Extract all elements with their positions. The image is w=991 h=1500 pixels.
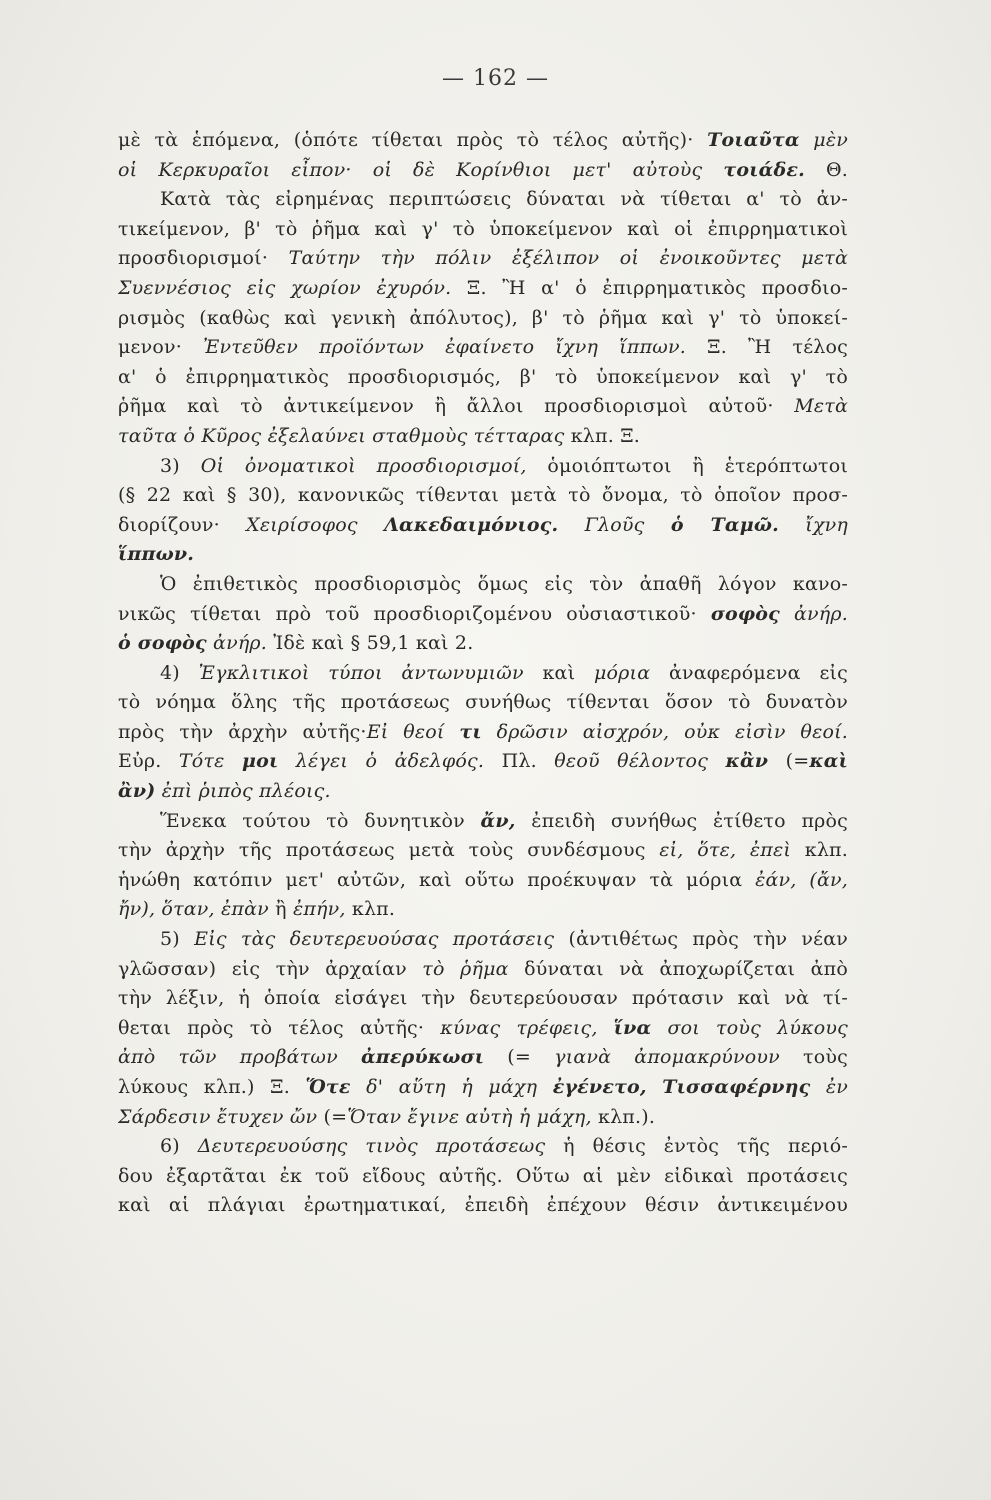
text-segment: ἐπειδὴ συνήθως ἐτίθετο πρὸς: [515, 809, 848, 832]
text-segment: ἵππων.: [118, 543, 195, 566]
text-segment: γλῶσσαν) εἰς τὴν ἀρχαίαν: [118, 957, 423, 980]
text-line: [118, 392, 848, 422]
text-segment: ἤν), ὅταν, ἐπὰν: [118, 898, 269, 921]
text-line: [118, 718, 848, 748]
text-line: [118, 747, 848, 777]
text-segment: δρῶσιν αἰσχρόν, οὐκ εἰσὶν θεοί.: [481, 720, 848, 743]
text-line: [118, 363, 848, 393]
text-segment: καὶ αἱ πλάγιαι ἐρωτηματικαί, ἐπειδὴ ἐπέχουν θέσιν ἀντικειμένου: [118, 1194, 848, 1217]
text-segment: τοιάδε.: [723, 158, 805, 181]
text-segment: κλπ.: [791, 839, 848, 862]
text-segment: ἀπερύκωσι: [360, 1046, 485, 1069]
text-segment: τὸ ῥῆμα: [422, 957, 509, 980]
text-segment: Τότε: [178, 750, 242, 773]
text-segment: δύναται νὰ ἀποχωρίζεται ἀπὸ: [508, 957, 848, 980]
text-line: [118, 126, 848, 156]
text-segment: Τοιαῦτα: [707, 129, 800, 151]
text-segment: Ὅταν ἔγινε αὐτὴ ἡ μάχη,: [347, 1105, 592, 1128]
text-segment: Εἰ θεοί: [366, 720, 460, 743]
text-segment: τι: [459, 720, 482, 743]
text-segment: ῥῆμα καὶ τὸ ἀντικείμενον ἢ ἄλλοι προσδιορισμοὶ αὐτοῦ·: [118, 395, 795, 418]
text-segment: τὴν λέξιν, ἡ ὁποία εἰσάγει τὴν δευτερεύουσαν πρότασιν καὶ νὰ τί-: [118, 987, 848, 1010]
text-segment: Ἕνεκα τούτου τὸ δυνητικὸν: [160, 809, 481, 832]
text-segment: Ἐγκλιτικοὶ τύποι ἀντωνυμιῶν: [198, 661, 524, 684]
text-line: [118, 333, 848, 363]
text-line: [118, 304, 848, 334]
text-segment: θεοῦ θέλοντος: [554, 750, 726, 773]
text-segment: κλπ.: [345, 898, 396, 921]
text-segment: σοι τοὺς λύκους: [651, 1016, 848, 1039]
text-segment: Εὐρ.: [118, 750, 179, 773]
text-segment: ἵνα: [613, 1016, 652, 1039]
text-segment: 5): [160, 928, 195, 951]
text-segment: λύκους κλπ.) Ξ.: [118, 1076, 306, 1098]
text-segment: ἄν,: [480, 809, 516, 832]
text-line: [118, 452, 848, 482]
text-line: [118, 1132, 848, 1162]
text-segment: Πλ.: [484, 750, 555, 773]
text-segment: διορίζουν·: [118, 513, 247, 536]
text-line: [118, 215, 848, 245]
text-segment: ἐπήν,: [292, 898, 346, 921]
text-line: [118, 1043, 848, 1073]
text-segment: ἐγένετο,: [552, 1076, 647, 1098]
text-line: [118, 600, 848, 630]
text-segment: τικείμενον, β' τὸ ῥῆμα καὶ γ' τὸ ὑποκείμενον καὶ οἱ ἐπιρρηματικοὶ: [118, 217, 848, 240]
text-segment: Γλοῦς: [558, 513, 671, 536]
text-segment: δου ἐξαρτᾶται ἐκ τοῦ εἴδους αὐτῆς. Οὕτω αἱ μὲν εἰδικαὶ προτάσεις: [118, 1164, 848, 1187]
text-segment: (=: [317, 1105, 348, 1128]
text-segment: Δευτερευούσης τινὸς προτάσεως: [197, 1135, 546, 1158]
text-segment: ἀνήρ.: [206, 632, 268, 655]
text-line: [118, 1162, 848, 1192]
text-segment: Ἐντεῦθεν προϊόντων ἐφαίνετο ἴχνη ἵππων.: [203, 336, 686, 359]
text-line: [118, 1103, 848, 1133]
text-segment: μὲν: [799, 129, 848, 151]
text-segment: ἴχνη: [778, 513, 848, 536]
text-line: [118, 925, 848, 955]
text-line: [118, 984, 848, 1014]
text-segment: τὴν ἀρχὴν τῆς προτάσεως μετὰ τοὺς συνδέσμους: [118, 839, 660, 862]
text-segment: κλπ.).: [591, 1105, 656, 1128]
text-segment: μὲ τὰ ἑπόμενα, (ὁπότε τίθεται πρὸς τὸ τέλος αὐτῆς)·: [118, 129, 708, 151]
text-segment: ἐάν, (ἄν,: [755, 868, 848, 891]
text-segment: Χειρίσοφος: [246, 513, 385, 536]
text-segment: ταῦτα ὁ Κῦρος ἐξελαύνει σταθμοὺς τέτταρας: [118, 424, 565, 447]
text-line: [118, 807, 848, 837]
text-segment: Ὁ ἐπιθετικὸς προσδιορισμὸς ὅμως εἰς τὸν ἀπαθῆ λόγον κανο-: [160, 572, 848, 595]
text-line: [118, 422, 848, 452]
text-segment: εἰ, ὅτε, ἐπεὶ: [659, 839, 792, 862]
text-segment: Ξ. Ἢ α' ὁ ἐπιρρηματικὸς προσδιο-: [451, 276, 848, 299]
text-line: [118, 1073, 848, 1103]
text-segment: μόρια: [593, 661, 651, 684]
text-line: [118, 1191, 848, 1221]
page-number: — 162 —: [442, 66, 549, 91]
text-line: [118, 244, 848, 274]
text-line: [118, 540, 848, 570]
text-line: [118, 955, 848, 985]
text-segment: κλπ. Ξ.: [564, 424, 641, 447]
text-segment: πρὸς τὴν ἀρχὴν αὐτῆς·: [118, 720, 367, 743]
text-segment: ρισμὸς (καθὼς καὶ γενικὴ ἀπόλυτος), β' τὸ ῥῆμα καὶ γ' τὸ ὑποκεί-: [118, 306, 848, 329]
text-segment: ἡ θέσις ἐντὸς τῆς περιό-: [545, 1135, 848, 1158]
text-segment: τὸ νόημα ὅλης τῆς προτάσεως συνήθως τίθενται ὅσον τὸ δυνατὸν: [118, 691, 848, 714]
text-line: [118, 688, 848, 718]
text-segment: γιανὰ ἀπομακρύνουν: [554, 1046, 780, 1069]
text-segment: σοφὸς: [710, 602, 780, 625]
text-segment: Οἱ ὀνοματικοὶ προσδιορισμοί,: [200, 454, 527, 477]
text-segment: οἱ Κερκυραῖοι εἶπον· οἱ δὲ Κορίνθιοι μετ' αὐτοὺς: [118, 158, 724, 181]
text-segment: ἐπὶ ῥιπὸς πλέοις.: [155, 780, 331, 803]
text-segment: Σάρδεσιν ἔτυχεν ὤν: [118, 1105, 318, 1128]
text-segment: κἂν: [725, 750, 769, 773]
text-segment: Ξ. Ἢ τέλος: [685, 336, 848, 359]
text-segment: 3): [160, 454, 201, 477]
text-segment: ἀναφερόμενα εἰς: [650, 661, 848, 684]
text-segment: προσδιορισμοί·: [118, 247, 289, 270]
text-line: [118, 185, 848, 215]
text-line: [118, 777, 848, 807]
text-segment: καὶ: [809, 750, 848, 773]
text-segment: Θ.: [804, 158, 848, 181]
text-segment: Μετὰ: [794, 395, 848, 418]
text-line: [118, 156, 848, 186]
text-line: [118, 629, 848, 659]
text-segment: [647, 1076, 663, 1098]
text-segment: δ' αὕτη ἡ μάχη: [350, 1076, 553, 1098]
text-segment: μοι: [241, 750, 279, 773]
text-line: [118, 659, 848, 689]
text-segment: θεται πρὸς τὸ τέλος αὐτῆς·: [118, 1016, 441, 1039]
text-segment: (ἀντιθέτως πρὸς τὴν νέαν: [554, 928, 848, 951]
text-segment: Τισσαφέρνης: [662, 1076, 811, 1098]
text-line: [118, 1014, 848, 1044]
text-segment: Ὅτε: [305, 1076, 351, 1098]
text-line: [118, 511, 848, 541]
text-segment: ἢ: [268, 898, 293, 921]
text-segment: Συεννέσιος εἰς χωρίον ἐχυρόν.: [118, 276, 452, 299]
text-segment: ἀνήρ.: [779, 602, 848, 625]
text-segment: Κατὰ τὰς εἰρημένας περιπτώσεις δύναται νὰ τίθεται α' τὸ ἀν-: [160, 188, 848, 211]
text-segment: ἐν: [810, 1076, 848, 1098]
text-segment: (=: [768, 750, 810, 773]
text-line: [118, 570, 848, 600]
text-segment: ἀπὸ τῶν προβάτων: [118, 1046, 361, 1069]
text-segment: (§ 22 καὶ § 30), κανονικῶς τίθενται μετὰ τὸ ὄνομα, τὸ ὁποῖον προσ-: [118, 484, 848, 507]
text-segment: καὶ: [523, 661, 594, 684]
body-text: [118, 126, 848, 1221]
text-segment: μενον·: [118, 336, 204, 359]
text-line: [118, 274, 848, 304]
text-segment: α' ὁ ἐπιρρηματικὸς προσδιορισμός, β' τὸ ὑποκείμενον καὶ γ' τὸ: [118, 365, 848, 388]
text-segment: Εἰς τὰς δευτερευούσας προτάσεις: [194, 928, 555, 951]
text-segment: νικῶς τίθεται πρὸ τοῦ προσδιοριζομένου οὐσιαστικοῦ·: [118, 602, 711, 625]
text-segment: κύνας τρέφεις,: [440, 1016, 614, 1039]
text-segment: Λακεδαιμόνιος.: [384, 513, 559, 536]
text-segment: λέγει ὁ ἀδελφός.: [278, 750, 485, 773]
text-line: [118, 866, 848, 896]
text-segment: Ἰδὲ καὶ § 59,1 καὶ 2.: [267, 632, 474, 655]
text-segment: 6): [160, 1135, 198, 1158]
text-segment: ἂν): [118, 780, 156, 803]
text-segment: τοὺς: [779, 1046, 848, 1069]
text-segment: (=: [484, 1046, 555, 1069]
text-segment: ὁ Ταμῶ.: [670, 513, 779, 536]
text-line: [118, 481, 848, 511]
text-line: [118, 836, 848, 866]
text-segment: ὁ σοφὸς: [118, 632, 207, 655]
text-segment: ὁμοιόπτωτοι ἢ ἑτερόπτωτοι: [526, 454, 848, 477]
text-segment: Ταύτην τὴν πόλιν ἐξέλιπον οἱ ἐνοικοῦντες μετὰ: [288, 247, 848, 270]
text-line: [118, 895, 848, 925]
text-segment: 4): [160, 661, 199, 684]
text-segment: ἡνώθη κατόπιν μετ' αὐτῶν, καὶ οὕτω προέκυψαν τὰ μόρια: [118, 868, 756, 891]
